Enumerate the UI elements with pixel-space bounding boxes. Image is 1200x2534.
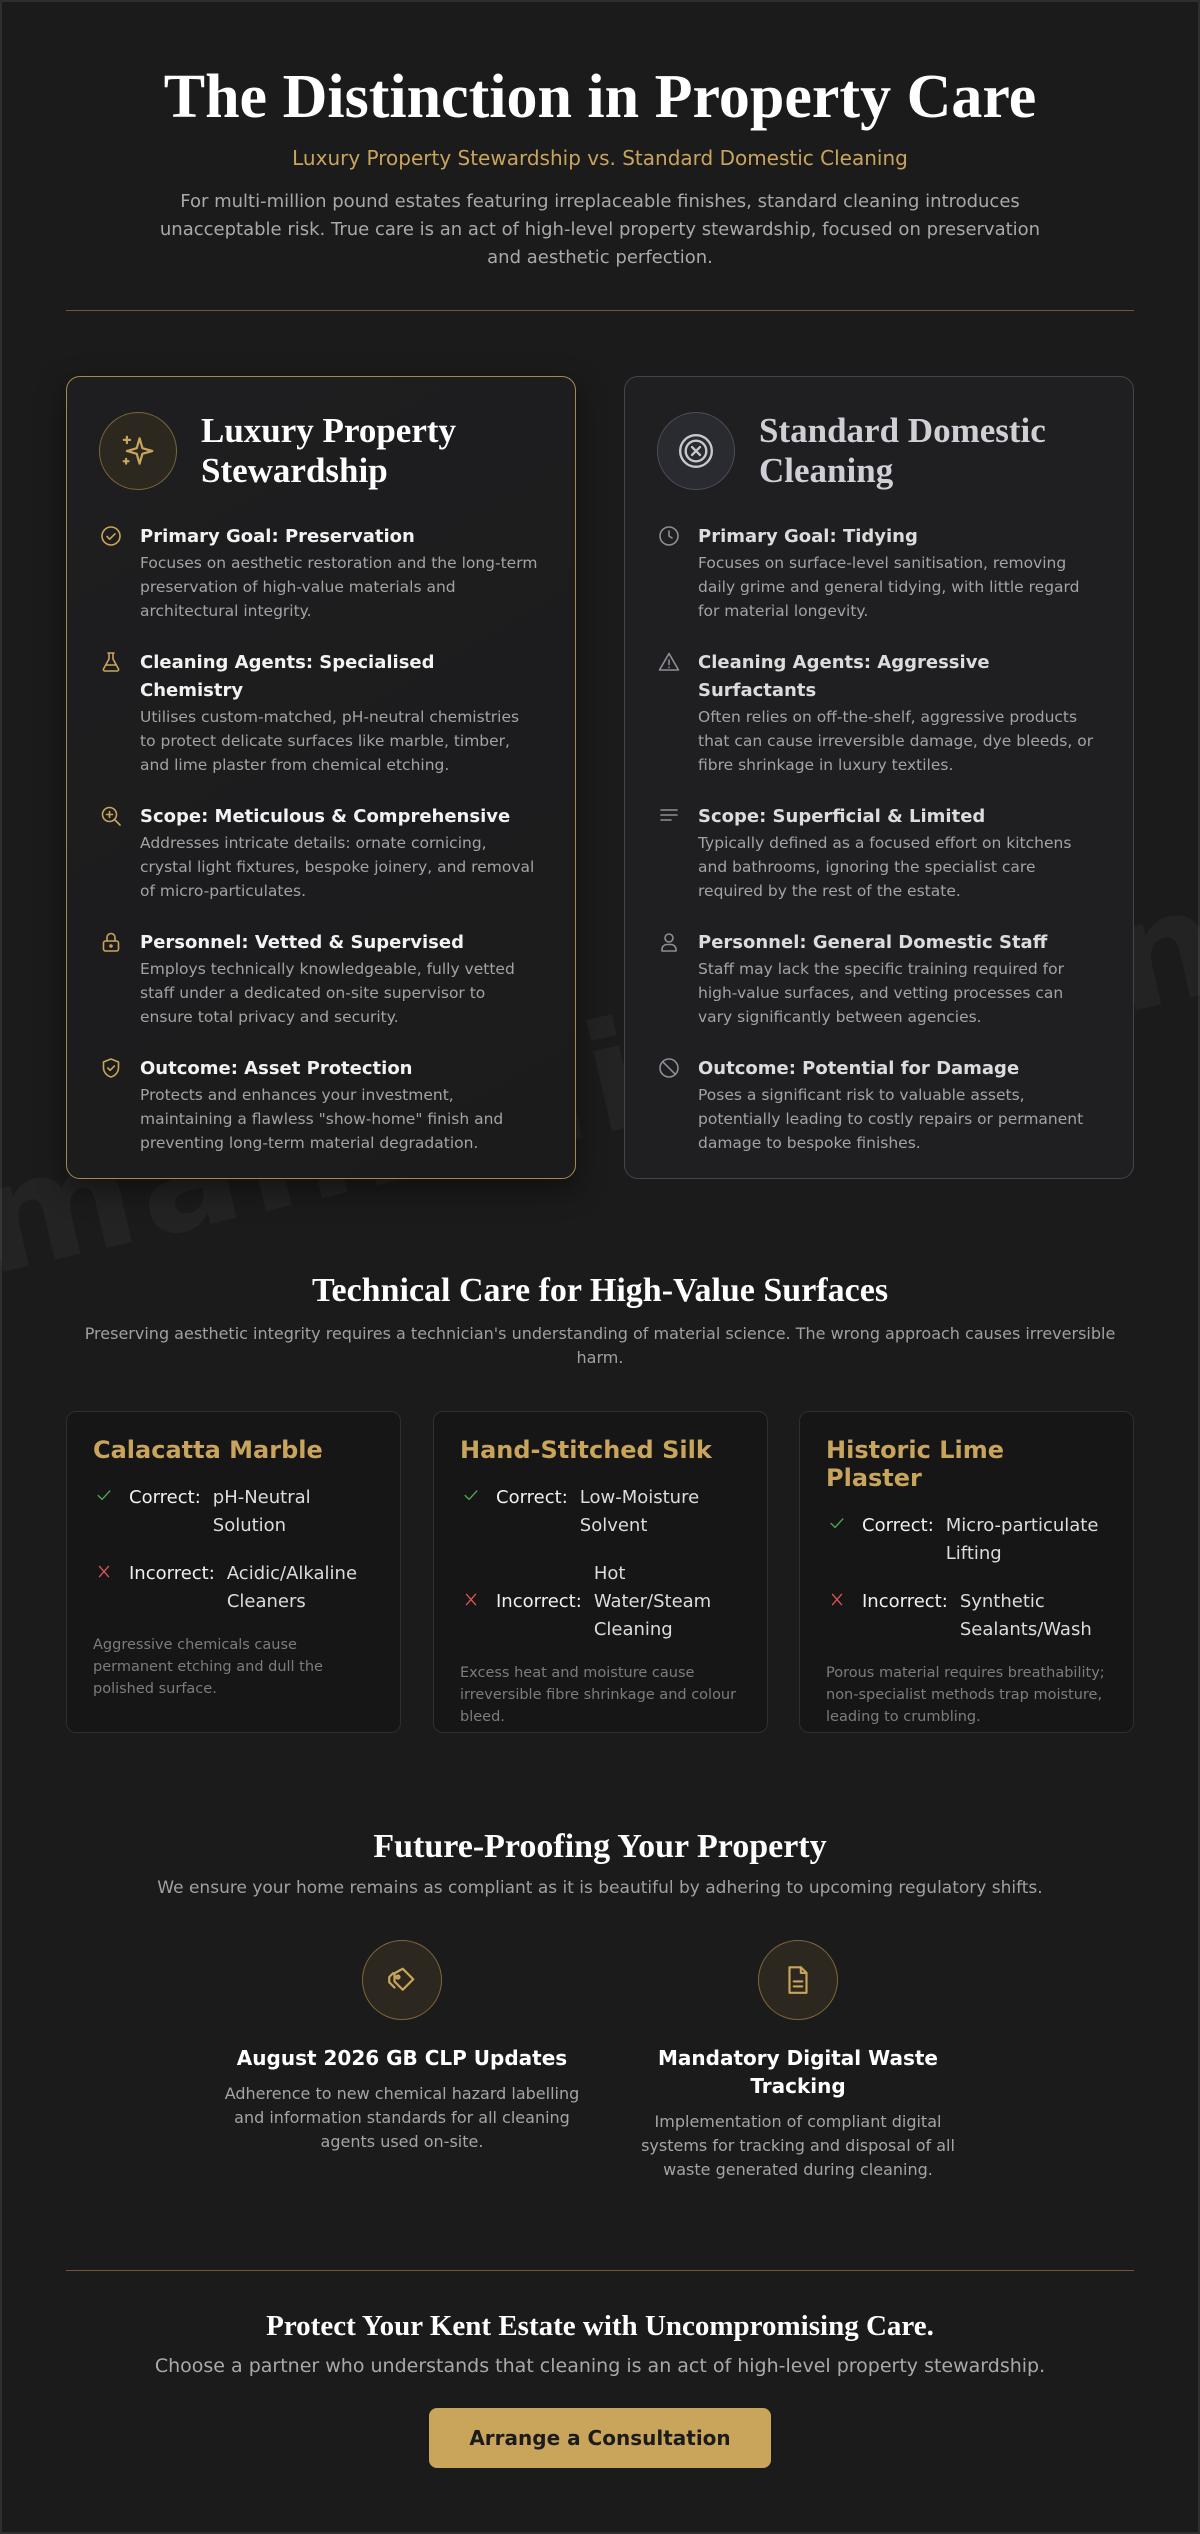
tag-icon	[362, 1940, 442, 2020]
future-subtitle: We ensure your home remains as compliant as it is beautiful by adhering to upcoming regulatory shifts.	[157, 1878, 1043, 1898]
arrange-consultation-button[interactable]: Arrange a Consultation	[429, 2408, 771, 2468]
warning-icon	[657, 650, 681, 674]
page-subtitle: Luxury Property Stewardship vs. Standard Domestic Cleaning	[292, 146, 908, 170]
item-title: Primary Goal: Tidying	[698, 526, 918, 547]
zoom-in-icon	[99, 804, 123, 828]
standard-item	[657, 649, 1097, 777]
surface-name: Hand-Stitched Silk	[460, 1436, 712, 1464]
lock-icon	[99, 930, 123, 954]
x-circle-icon	[657, 412, 735, 490]
standard-item	[657, 929, 1097, 1029]
cta-title: Protect Your Kent Estate with Uncompromising Care.	[266, 2310, 934, 2342]
incorrect-value: Synthetic Sealants/Wash	[959, 1591, 1092, 1640]
surface-card-plaster	[799, 1411, 1134, 1733]
cross-icon	[460, 1588, 482, 1606]
correct-label: Correct:	[862, 1515, 934, 1536]
standard-card	[624, 376, 1134, 1179]
standard-item	[657, 803, 1097, 903]
item-title: Cleaning Agents: Aggressive Surfactants	[698, 652, 990, 701]
item-desc: Staff may lack the specific training required for high-value surfaces, and vetting processes can vary significantly between agencies.	[698, 960, 1064, 1026]
surface-note: Aggressive chemicals cause permanent etching and dull the polished surface.	[93, 1637, 323, 1697]
correct-value: pH-Neutral Solution	[212, 1487, 311, 1536]
hero-section	[0, 62, 1200, 272]
item-title: Cleaning Agents: Specialised Chemistry	[140, 652, 435, 701]
correct-label: Correct:	[129, 1487, 201, 1508]
check-icon	[93, 1484, 115, 1502]
user-icon	[657, 930, 681, 954]
correct-label: Correct:	[496, 1487, 568, 1508]
item-desc: Employs technically knowledgeable, fully vetted staff under a dedicated on-site supervisor to ensure total privacy and security.	[140, 960, 515, 1026]
luxury-card-title: Luxury Property Stewardship	[201, 411, 457, 490]
check-icon	[826, 1512, 848, 1530]
standard-item	[657, 1055, 1097, 1155]
surfaces-subtitle: Preserving aesthetic integrity requires a technician's understanding of material science. The wrong approach causes irreversible harm.	[84, 1324, 1116, 1367]
surface-card-silk	[433, 1411, 768, 1733]
flask-icon	[99, 650, 123, 674]
divider	[66, 2270, 1134, 2271]
item-desc: Addresses intricate details: ornate cornicing, crystal light fixtures, bespoke joinery, and removal of micro-particulates.	[140, 834, 535, 900]
item-title: Scope: Meticulous & Comprehensive	[140, 806, 511, 827]
lines-icon	[657, 804, 681, 828]
item-desc: Focuses on aesthetic restoration and the long-term preservation of high-value materials and architectural integrity.	[140, 554, 538, 620]
page-title: The Distinction in Property Care	[163, 63, 1037, 131]
item-desc: Often relies on off-the-shelf, aggressive products that can cause irreversible damage, dye bleeds, or fibre shrinkage in luxury textiles.	[698, 708, 1094, 774]
cross-icon	[826, 1588, 848, 1606]
incorrect-label: Incorrect:	[129, 1563, 215, 1584]
check-circle-icon	[99, 524, 123, 548]
intro-text: For multi-million pound estates featuring irreplaceable finishes, standard cleaning introduces unacceptable risk. True care is an act of high-level property stewardship, focused on preservation and aesthetic perfection.	[159, 191, 1041, 268]
incorrect-label: Incorrect:	[862, 1591, 948, 1612]
correct-value: Micro-particulate Lifting	[945, 1515, 1099, 1564]
correct-value: Low-Moisture Solvent	[579, 1487, 700, 1536]
future-title: Future-Proofing Your Property	[373, 1828, 827, 1865]
feature-waste	[613, 1940, 983, 2182]
ban-icon	[657, 1056, 681, 1080]
incorrect-value: Hot Water/Steam Cleaning	[593, 1563, 712, 1640]
item-desc: Focuses on surface-level sanitisation, removing daily grime and general tidying, with little regard for material longevity.	[698, 554, 1080, 620]
item-title: Personnel: General Domestic Staff	[698, 932, 1048, 953]
feature-desc: Implementation of compliant digital systems for tracking and disposal of all waste generated during cleaning.	[641, 2112, 955, 2179]
luxury-item	[99, 1055, 539, 1155]
cross-icon	[93, 1560, 115, 1578]
feature-title: Mandatory Digital Waste Tracking	[658, 2046, 938, 2098]
standard-item	[657, 523, 1097, 623]
standard-card-title: Standard Domestic Cleaning	[759, 411, 1046, 490]
document-icon	[758, 1940, 838, 2020]
item-title: Personnel: Vetted & Supervised	[140, 932, 464, 953]
luxury-item	[99, 929, 539, 1029]
sparkle-icon	[99, 412, 177, 490]
surface-note: Porous material requires breathability; non-specialist methods trap moisture, leading to crumbling.	[826, 1665, 1105, 1725]
item-title: Outcome: Potential for Damage	[698, 1058, 1020, 1079]
surface-name: Calacatta Marble	[93, 1436, 323, 1464]
feature-clp	[217, 1940, 587, 2154]
check-icon	[460, 1484, 482, 1502]
feature-desc: Adherence to new chemical hazard labelling and information standards for all cleaning agents used on-site.	[224, 2084, 580, 2151]
incorrect-value: Acidic/Alkaline Cleaners	[226, 1563, 358, 1612]
feature-title: August 2026 GB CLP Updates	[236, 2046, 568, 2070]
item-desc: Utilises custom-matched, pH-neutral chemistries to protect delicate surfaces like marble, timber, and lime plaster from chemical etching.	[140, 708, 520, 774]
divider	[66, 310, 1134, 311]
surfaces-title: Technical Care for High-Value Surfaces	[311, 1272, 889, 1309]
item-desc: Typically defined as a focused effort on kitchens and bathrooms, ignoring the specialist care required by the rest of the estate.	[698, 834, 1072, 900]
luxury-item	[99, 649, 539, 777]
luxury-item	[99, 803, 539, 903]
surface-name: Historic Lime Plaster	[826, 1436, 1005, 1492]
luxury-item	[99, 523, 539, 623]
cta-subtitle: Choose a partner who understands that cleaning is an act of high-level property stewardship.	[154, 2355, 1046, 2377]
item-title: Scope: Superficial & Limited	[698, 806, 986, 827]
surface-card-marble	[66, 1411, 401, 1733]
incorrect-label: Incorrect:	[496, 1591, 582, 1612]
shield-check-icon	[99, 1056, 123, 1080]
item-title: Primary Goal: Preservation	[140, 526, 415, 547]
luxury-card	[66, 376, 576, 1179]
surface-note: Excess heat and moisture cause irreversible fibre shrinkage and colour bleed.	[460, 1665, 737, 1725]
item-title: Outcome: Asset Protection	[140, 1058, 413, 1079]
clock-icon	[657, 524, 681, 548]
item-desc: Protects and enhances your investment, maintaining a flawless "show-home" finish and preventing long-term material degradation.	[140, 1086, 504, 1152]
item-desc: Poses a significant risk to valuable assets, potentially leading to costly repairs or permanent damage to bespoke finishes.	[698, 1086, 1084, 1152]
